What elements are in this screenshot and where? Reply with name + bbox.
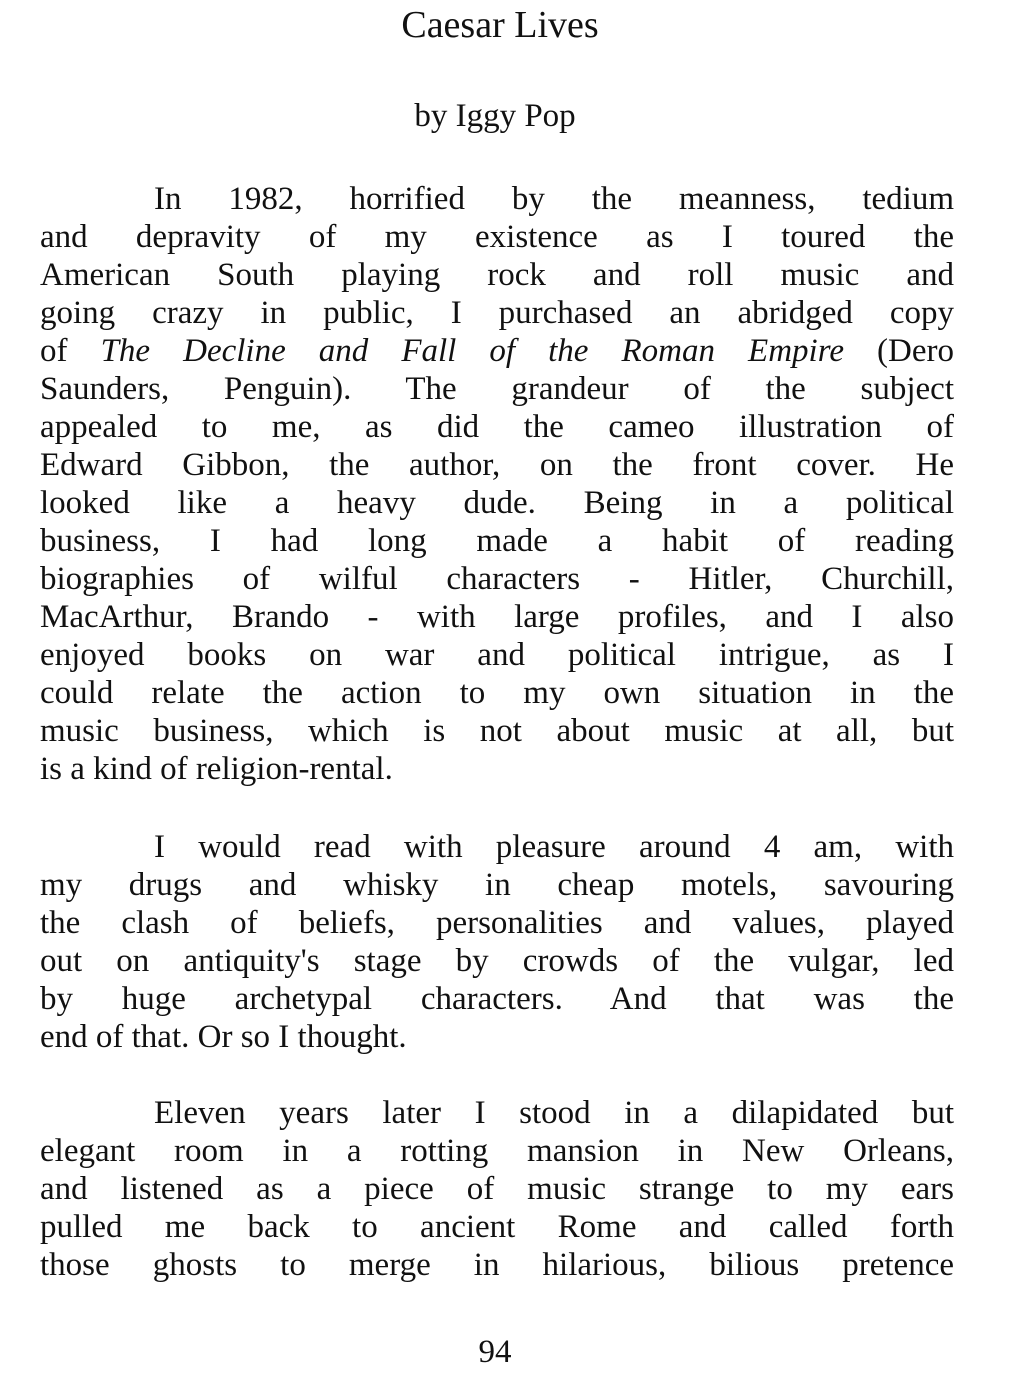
text-line: out on antiquity's stage by crowds of the vulgar, led: [40, 943, 954, 979]
text-line: end of that. Or so I thought.: [40, 1019, 407, 1055]
paragraph-1: [40, 180, 954, 788]
text-line: by huge archetypal characters. And that was the: [40, 981, 954, 1017]
text-line: In 1982, horrified by the meanness, tedium: [154, 181, 954, 217]
text-line: Eleven years later I stood in a dilapidated but: [154, 1095, 954, 1131]
text-line: business, I had long made a habit of reading: [40, 523, 954, 559]
text-line: I would read with pleasure around 4 am, with: [154, 829, 954, 865]
page-number: 94: [478, 1334, 512, 1370]
text-line: is a kind of religion-rental.: [40, 751, 393, 787]
author-byline: by Iggy Pop: [414, 98, 576, 134]
text-line: elegant room in a rotting mansion in New Orleans,: [40, 1133, 954, 1169]
text-line: looked like a heavy dude. Being in a political: [40, 485, 954, 521]
text-segment: of: [40, 333, 68, 369]
text-line: MacArthur, Brando - with large profiles, and I also: [40, 599, 954, 635]
text-line: those ghosts to merge in hilarious, bilious pretence: [40, 1247, 954, 1283]
text-line: the clash of beliefs, personalities and values, played: [40, 905, 954, 941]
text-line: biographies of wilful characters - Hitler, Churchill,: [40, 561, 954, 597]
text-line: and depravity of my existence as I toured the: [40, 219, 954, 255]
chapter-title: Caesar Lives: [401, 4, 599, 46]
book-title: The Decline and Fall of the Roman Empire: [100, 333, 844, 369]
text-line: Edward Gibbon, the author, on the front cover. He: [40, 447, 954, 483]
text-line: enjoyed books on war and political intrigue, as I: [40, 637, 954, 673]
text-line: could relate the action to my own situation in the: [40, 675, 954, 711]
text-line: my drugs and whisky in cheap motels, savouring: [40, 867, 954, 903]
paragraph-2: [40, 828, 954, 1056]
text-line: American South playing rock and roll music and: [40, 257, 954, 293]
text-line: and listened as a piece of music strange to my ears: [40, 1171, 954, 1207]
text-segment: (Dero: [877, 333, 955, 369]
text-line: music business, which is not about music at all, but: [40, 713, 954, 749]
text-line: appealed to me, as did the cameo illustration of: [40, 409, 954, 445]
text-line: pulled me back to ancient Rome and called forth: [40, 1209, 954, 1245]
text-line: going crazy in public, I purchased an abridged copy: [40, 295, 954, 331]
text-line: Saunders, Penguin). The grandeur of the subject: [40, 371, 954, 407]
paragraph-3: [40, 1094, 954, 1284]
text-line: [40, 332, 954, 370]
